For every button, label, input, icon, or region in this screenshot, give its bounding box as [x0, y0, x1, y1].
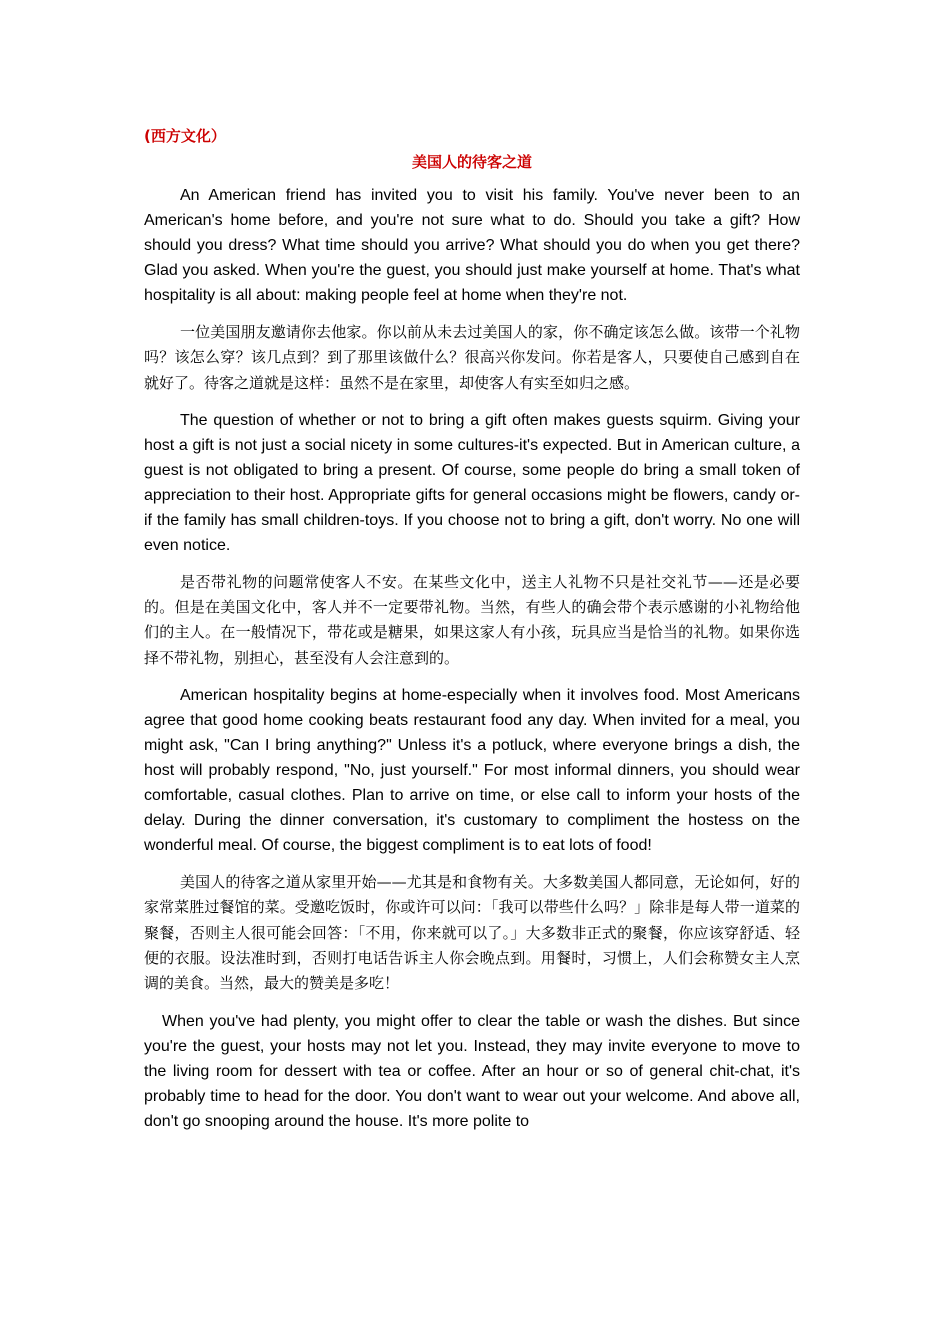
paragraph-en-1: An American friend has invited you to visit his family. You've never been to an American's home before, and you're not sure what to do. Should you take a gift? How should you dress? What time should you arrive? What should you do when you get there? Glad you asked. When you're the guest, you should just make yourself at home. That's what hospitality is all about: making people feel at home when they're not. [144, 187, 800, 304]
paragraph-en-3: American hospitality begins at home-especially when it involves food. Most Americans agree that good home cooking beats restaurant food any day. When invited for a meal, you might ask, "Can I bring anything?" Unless it's a potluck, where everyone brings a dish, the host will probably respond, "No, just yourself." For most informal dinners, you should wear comfortable, casual clothes. Plan to arrive on time, or else call to inform your hosts of the delay. During the dinner conversation, it's customary to compliment the hostess on the wonderful meal. Of course, the biggest compliment is to eat lots of food! [144, 687, 800, 855]
category-label: (西方文化） [144, 127, 226, 145]
article-title: 美国人的待客之道 [411, 153, 532, 171]
document-page [144, 123, 800, 1146]
paragraph-zh-3: 美国人的待客之道从家里开始——尤其是和食物有关。大多数美国人都同意，无论如何，好的家常菜胜过餐馆的菜。受邀吃饭时，你或许可以问：「我可以带些什么吗？」除非是每人带一道菜的聚餐，否则主人很可能会回答：「不用，你来就可以了。」大多数非正式的聚餐，你应该穿舒适、轻便的衣服。设法准时到，否则打电话告诉主人你会晚点到。用餐时，习惯上，人们会称赞女主人烹调的美食。当然，最大的赞美是多吃！ [144, 873, 800, 993]
paragraph-zh-2: 是否带礼物的问题常使客人不安。在某些文化中，送主人礼物不只是社交礼节——还是必要的。但是在美国文化中，客人并不一定要带礼物。当然，有些人的确会带个表示感谢的小礼物给他们的主人。在一般情况下，带花或是糖果，如果这家人有小孩，玩具应当是恰当的礼物。如果你选择不带礼物，别担心，甚至没有人会注意到的。 [144, 572, 800, 667]
paragraph-zh-1: 一位美国朋友邀请你去他家。你以前从未去过美国人的家，你不确定该怎么做。该带一个礼物吗？该怎么穿？该几点到？到了那里该做什么？很高兴你发问。你若是客人，只要使自己感到自在就好了。待客之道就是这样：虽然不是在家里，却使客人有实至如归之感。 [144, 323, 800, 392]
paragraph-en-2: The question of whether or not to bring a gift often makes guests squirm. Giving your host a gift is not just a social nicety in some cultures-it's expected. But in American culture, a guest is not obligated to bring a present. Of course, some people do bring a small token of appreciation to their host. Appropriate gifts for general occasions might be flowers, candy or-if the family has small children-toys. If you choose not to bring a gift, don't worry. No one will even notice. [144, 411, 800, 554]
paragraph-en-4: When you've had plenty, you might offer to clear the table or wash the dishes. But since you're the guest, your hosts may not let you. Instead, they may invite everyone to move to the living room for dessert with tea or coffee. After an hour or so of general chit-chat, it's probably time to head for the door. You don't want to wear out your welcome. And above all, don't go snooping around the house. It's more polite to [144, 1012, 800, 1130]
